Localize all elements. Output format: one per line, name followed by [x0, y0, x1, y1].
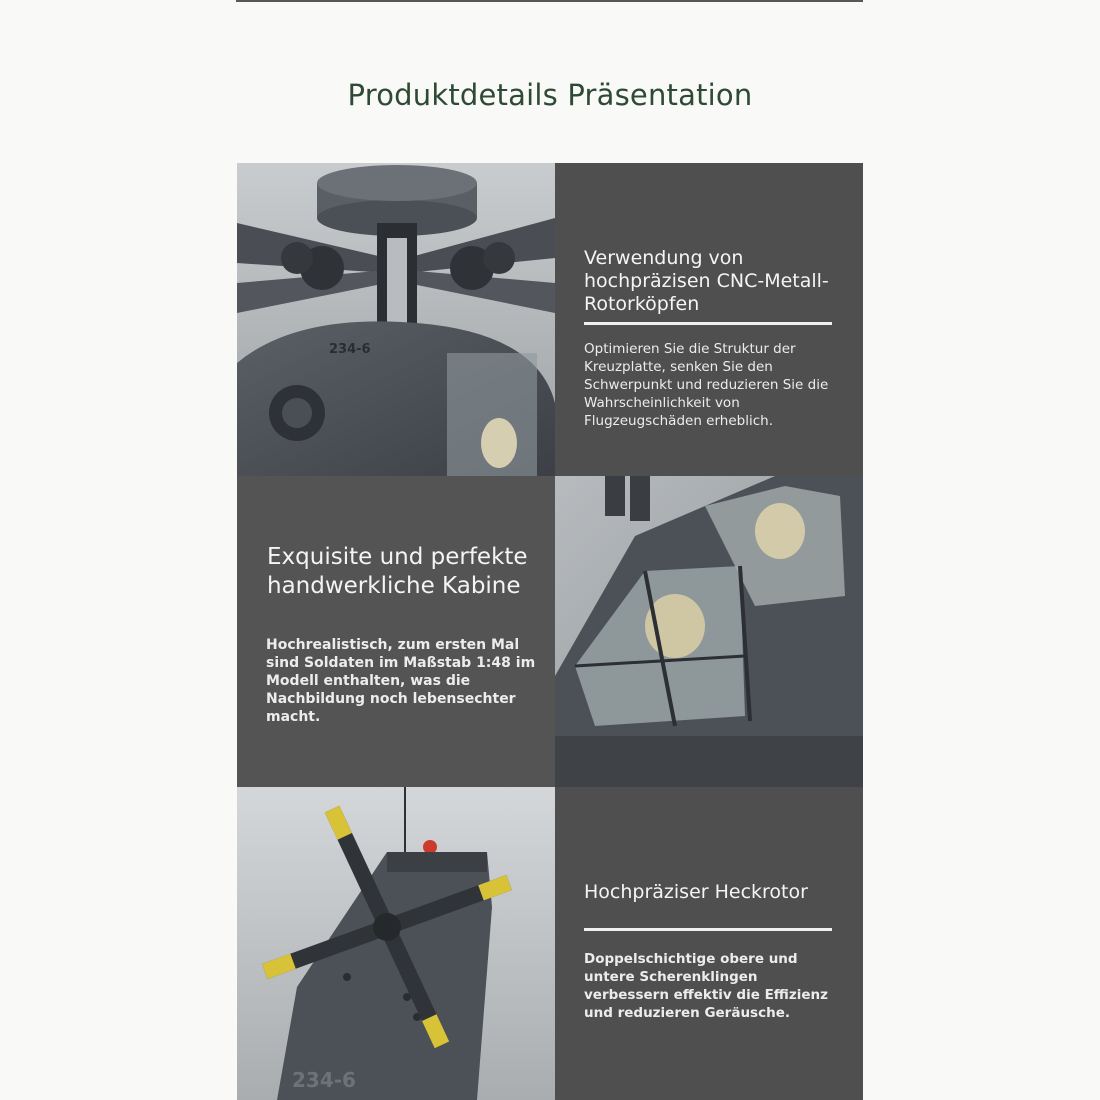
- feature-card-cabin: [237, 476, 555, 787]
- feature-grid: [237, 163, 863, 1100]
- feature-underline: [584, 928, 832, 931]
- feature-card-rotor-head: [555, 163, 863, 476]
- rotor-hull-number: 234-6: [329, 342, 371, 357]
- feature-description: Optimieren Sie die Struktur der Kreuzplatte, senken Sie den Schwerpunkt und reduzieren Sie die Wahrscheinlichkeit von Flugzeugschäden erheblich.: [584, 341, 829, 429]
- feature-card-tail-rotor: [555, 787, 863, 1100]
- cockpit-photo: [555, 476, 863, 787]
- tail-rotor-photo: [237, 787, 555, 1100]
- rotor-head-photo: [237, 163, 555, 476]
- top-divider: [236, 0, 863, 2]
- tail-hull-number: 234-6: [292, 1068, 356, 1092]
- feature-heading: Hochpräziser Heckrotor: [584, 881, 808, 903]
- feature-heading: Exquisite und perfekte handwerkliche Kabine: [267, 544, 528, 599]
- feature-underline: [584, 322, 832, 325]
- feature-description: Doppelschichtige obere und untere Scherenklingen verbessern effektiv die Effizienz und reduzieren Geräusche.: [584, 951, 828, 1021]
- feature-description: Hochrealistisch, zum ersten Mal sind Soldaten im Maßstab 1:48 im Modell enthalten, was die Nachbildung noch lebensechter macht.: [266, 637, 536, 725]
- feature-heading: Verwendung von hochpräzisen CNC-Metall-Rotorköpfen: [584, 247, 829, 315]
- page-title: Produktdetails Präsentation: [347, 78, 753, 112]
